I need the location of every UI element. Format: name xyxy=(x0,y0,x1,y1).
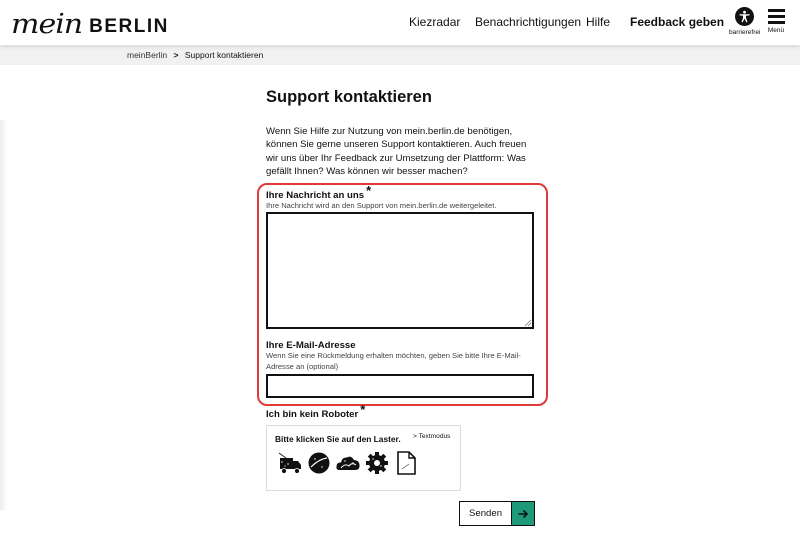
nav-link-benachrichtigungen[interactable]: Benachrichtigungen xyxy=(475,15,582,29)
nav-link-feedback[interactable]: Feedback geben xyxy=(630,15,725,29)
accessibility-button[interactable] xyxy=(729,7,759,36)
ball-icon[interactable] xyxy=(306,450,332,476)
menu-button[interactable] xyxy=(766,9,786,34)
gear-icon[interactable] xyxy=(364,450,390,476)
resize-grip-icon[interactable] xyxy=(524,319,532,327)
required-marker: * xyxy=(366,183,372,198)
cloud-icon[interactable] xyxy=(335,450,361,476)
accessibility-icon xyxy=(735,7,754,26)
page-title: Support kontaktieren xyxy=(266,88,432,106)
captcha-text-mode-link[interactable]: > Textmodus xyxy=(413,433,451,440)
breadcrumb-current: Support kontaktieren xyxy=(184,50,264,60)
logo-script-text: mein xyxy=(11,8,83,41)
captcha-prompt: Bitte klicken Sie auf den Laster. xyxy=(275,434,401,444)
breadcrumb-separator: > xyxy=(173,50,179,60)
message-label xyxy=(266,183,372,201)
menu-label: Menü xyxy=(767,27,785,34)
email-hint: Wenn Sie eine Rückmeldung erhalten möchten, geben Sie bitte Ihre E-Mail-Adresse an (optional) xyxy=(266,351,521,371)
send-button-label: Senden xyxy=(459,501,511,526)
arrow-right-icon xyxy=(511,501,535,526)
site-header xyxy=(0,0,800,45)
message-label-text: Ihre Nachricht an uns xyxy=(266,190,365,201)
email-input[interactable] xyxy=(266,374,534,398)
logo-word-text: BERLIN xyxy=(89,16,169,37)
captcha-widget xyxy=(266,425,461,491)
message-textarea[interactable] xyxy=(266,212,534,329)
truck-icon[interactable] xyxy=(277,450,303,476)
send-button[interactable] xyxy=(459,501,535,526)
site-logo[interactable] xyxy=(11,8,169,41)
captcha-label xyxy=(266,402,366,420)
intro-text: Wenn Sie Hilfe zur Nutzung von mein.berlin.de benötigen, können Sie gerne unseren Support kontaktieren. Auch freuen wir uns über Ihr Feedback zur Umsetzung der Plattform: Was gefällt Ihnen? Was können wir besser machen? xyxy=(266,126,527,177)
accessibility-label: barrierefrei xyxy=(729,29,761,36)
email-label: Ihre E-Mail-Adresse xyxy=(266,340,356,351)
nav-link-hilfe[interactable]: Hilfe xyxy=(586,15,611,29)
nav-link-kiezradar[interactable]: Kiezradar xyxy=(409,15,461,29)
side-shadow xyxy=(0,120,8,510)
captcha-label-text: Ich bin kein Roboter xyxy=(266,409,359,420)
captcha-icon-row xyxy=(277,450,419,476)
breadcrumb xyxy=(127,50,263,60)
message-hint: Ihre Nachricht wird an den Support von mein.berlin.de weitergeleitet. xyxy=(266,201,497,210)
breadcrumb-home-link[interactable]: meinBerlin xyxy=(127,50,168,60)
required-marker: * xyxy=(360,402,366,417)
hamburger-icon xyxy=(766,9,786,24)
document-icon[interactable] xyxy=(393,450,419,476)
breadcrumb-bar xyxy=(0,45,800,65)
